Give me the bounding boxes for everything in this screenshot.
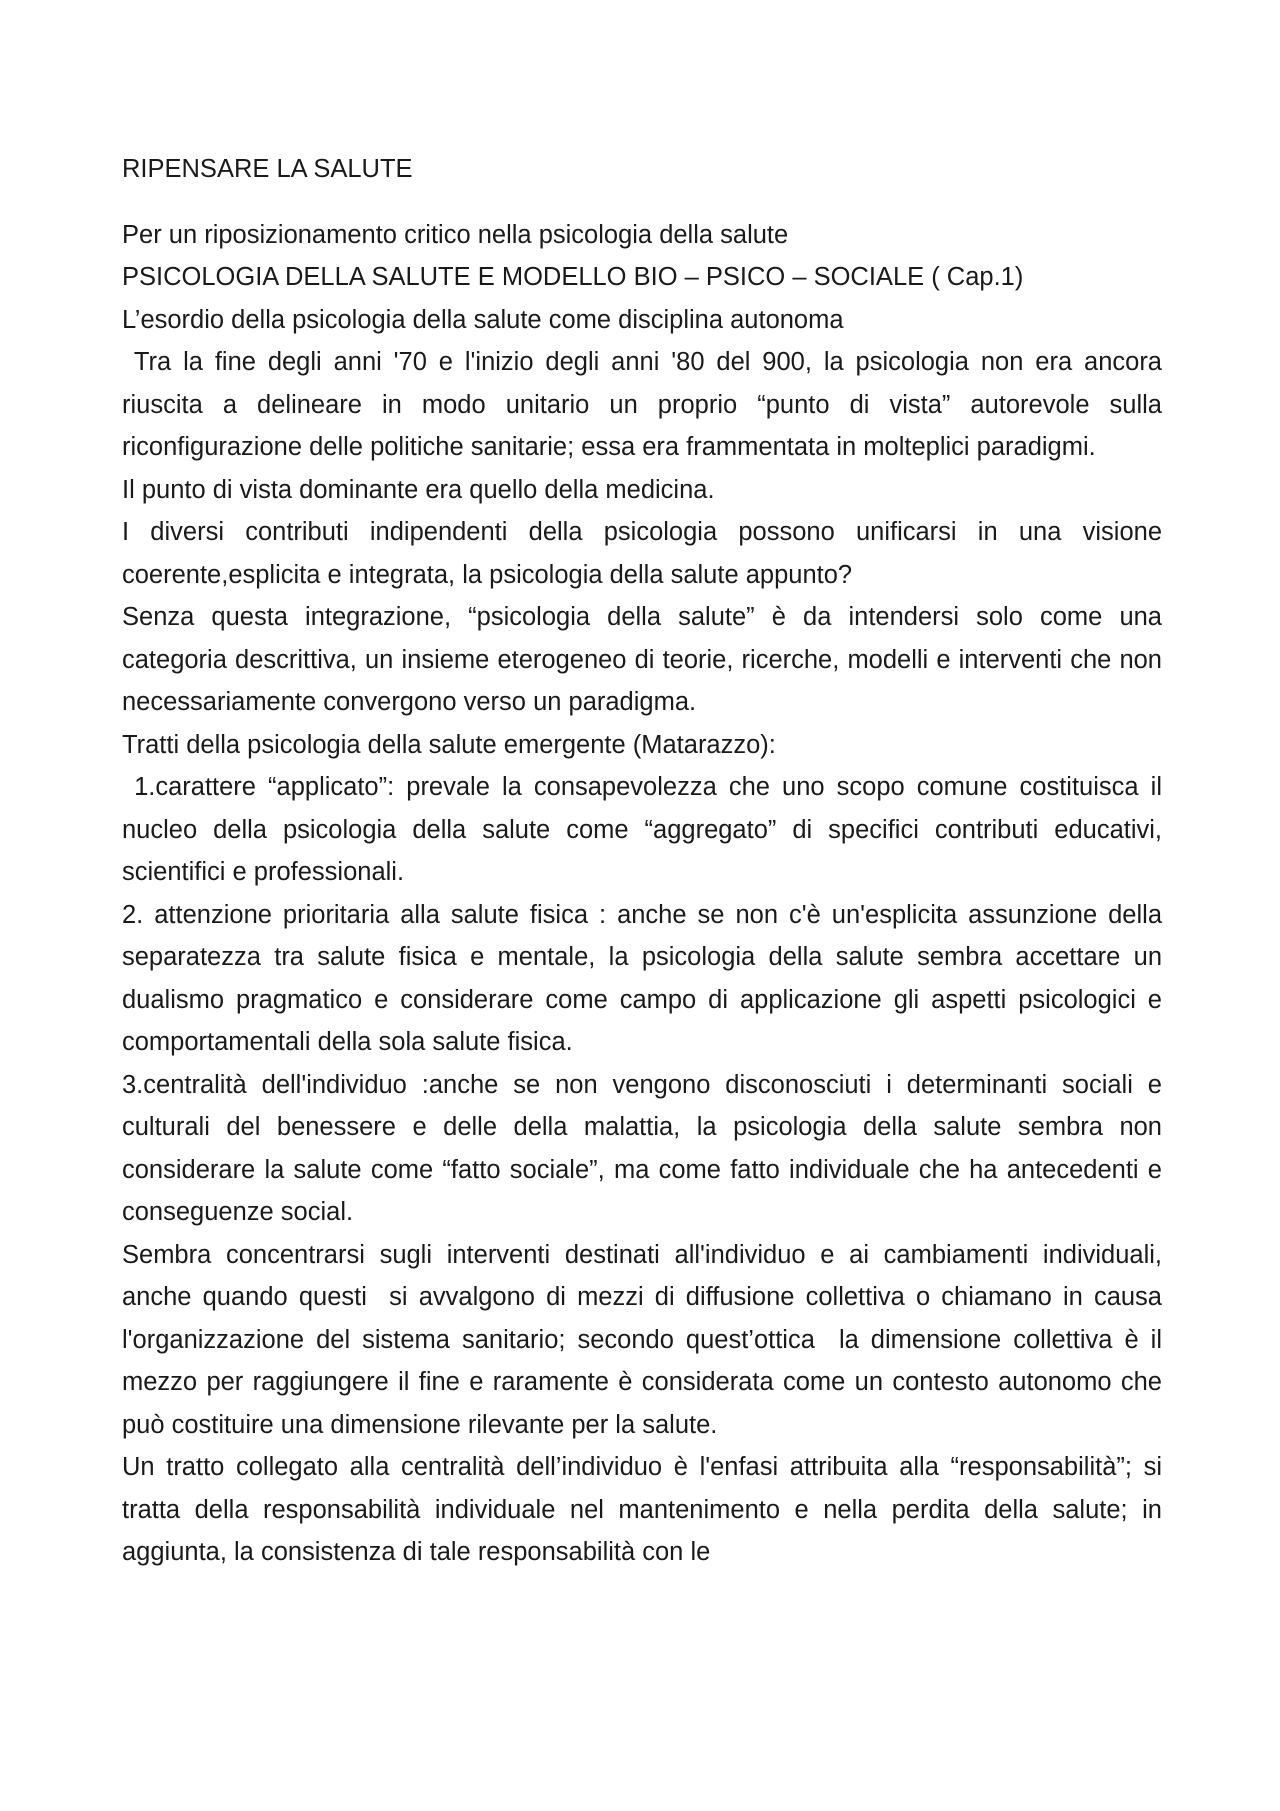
paragraph-traits-heading: Tratti della psicologia della salute emergente (Matarazzo):: [122, 730, 776, 759]
paragraph-integration: Senza questa integrazione, “psicologia della salute” è da intendersi solo come una categoria descrittiva, un insieme eterogeneo di teorie, ricerche, modelli e interventi che non necessariamente convergono verso un paradigma.: [122, 603, 1162, 716]
paragraph-responsibility: Un tratto collegato alla centralità dell’individuo è l'enfasi attribuita alla “responsabilità”; si tratta della responsabilità individuale nel mantenimento e nella perdita della salute; in aggiunta, la consistenza di tale responsabilità con le: [122, 1453, 1162, 1566]
document-page: [122, 148, 1170, 1574]
paragraph-dominant-view: Il punto di vista dominante era quello della medicina.: [122, 475, 715, 504]
chapter-heading: PSICOLOGIA DELLA SALUTE E MODELLO BIO – PSICO – SOCIALE ( Cap.1): [122, 263, 1024, 291]
paragraph-individual-focus: Sembra concentrarsi sugli interventi destinati all'individuo e ai cambiamenti individuali, anche quando questi si avvalgono di mezzi di diffusione collettiva o chiamano in causa l'organizzazione del sistema sanitario; secondo quest’ottica la dimensione collettiva è il mezzo per raggiungere il fine e raramente è considerata come un contesto autonomo che può costituire una dimensione rilevante per la salute.: [122, 1240, 1170, 1439]
list-item-trait-3: 3.centralità dell'individuo :anche se non vengono disconosciuti i determinanti sociali e culturali del benessere e delle della malattia, la psicologia della salute sembra non considerare la salute come “fatto sociale”, ma come fatto individuale che ha antecedenti e conseguenze social.: [122, 1070, 1162, 1226]
list-item-trait-1: 1.carattere “applicato”: prevale la consapevolezza che uno scopo comune costituisca il nucleo della psicologia della salute come “aggregato” di specifici contributi educativi, scientifici e professionali.: [122, 773, 1170, 886]
list-item-trait-2: 2. attenzione prioritaria alla salute fisica : anche se non c'è un'esplicita assunzione della separatezza tra salute fisica e mentale, la psicologia della salute sembra accettare un dualismo pragmatico e considerare come campo di applicazione gli aspetti psicologici e comportamentali della sola salute fisica.: [122, 900, 1162, 1056]
paragraph-intro: Tra la fine degli anni '70 e l'inizio degli anni '80 del 900, la psicologia non era ancora riuscita a delineare in modo unitario un proprio “punto di vista” autorevole sulla riconfigurazione delle politiche sanitarie; essa era frammentata in molteplici paradigmi.: [122, 348, 1170, 461]
paragraph-question: I diversi contributi indipendenti della psicologia possono unificarsi in una visione coerente,esplicita e integrata, la psicologia della salute appunto?: [122, 518, 1162, 589]
section-heading: L’esordio della psicologia della salute come disciplina autonoma: [122, 305, 844, 334]
subtitle-line: Per un riposizionamento critico nella psicologia della salute: [122, 220, 789, 249]
document-title: RIPENSARE LA SALUTE: [122, 155, 413, 183]
